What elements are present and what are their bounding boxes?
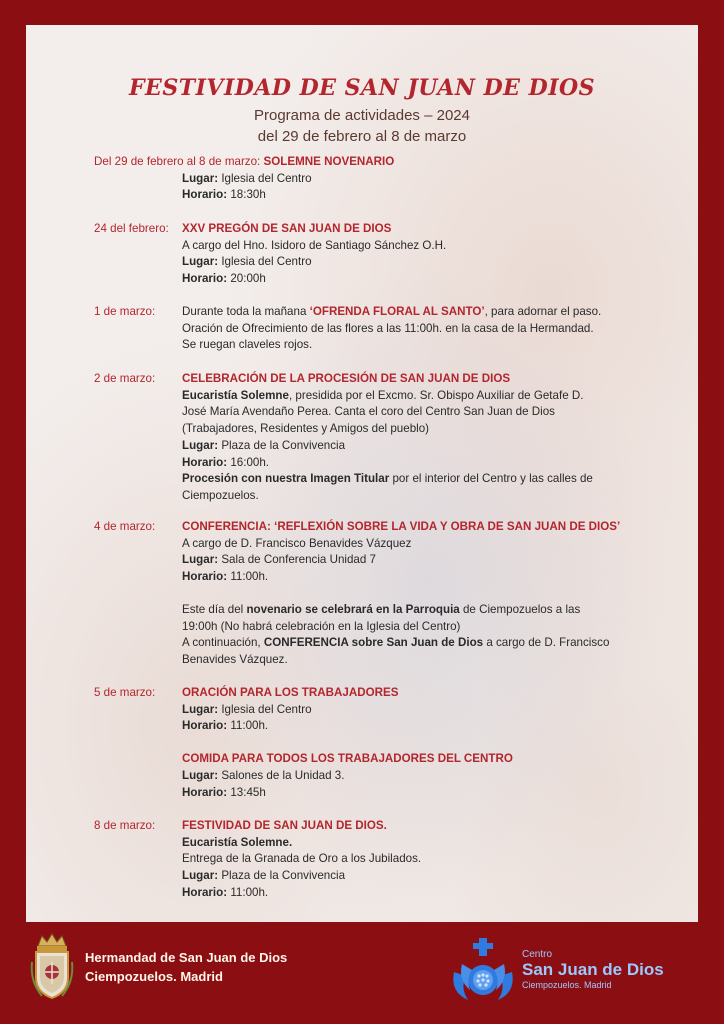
hermandad-location: Ciempozuelos. Madrid <box>85 969 223 984</box>
horario-label: Horario: <box>182 719 228 733</box>
lugar-value: Iglesia del Centro <box>221 171 312 185</box>
horario-label: Horario: <box>182 785 228 799</box>
footer-centro-logo <box>448 936 664 1004</box>
event-pregon <box>94 221 624 288</box>
lugar-value: Iglesia del Centro <box>221 702 312 716</box>
horario-value: 16:00h. <box>230 455 270 469</box>
event-title: FESTIVIDAD DE SAN JUAN DE DIOS. <box>182 819 387 832</box>
hermandad-name: Hermandad de San Juan de Dios <box>85 950 288 965</box>
event-novenario <box>94 154 624 204</box>
event-line: Ciempozuelos. <box>182 488 259 502</box>
lugar-label: Lugar: <box>182 553 219 567</box>
lugar-value: Iglesia del Centro <box>221 255 312 269</box>
event-line: (Trabajadores, Residentes y Amigos del pueblo) <box>182 422 430 436</box>
horario-value: 11:00h. <box>230 719 269 733</box>
event-line: Oración de Ofrecimiento de las flores a las 11:00h. en la casa de la Hermandad. <box>182 321 594 335</box>
page-subtitle: Programa de actividades – 2024 <box>254 107 470 124</box>
event-date: 24 del febrero: <box>94 222 169 235</box>
event-date: 2 de marzo: <box>94 372 156 385</box>
event-line: 19:00h (No habrá celebración en la Iglesia del Centro) <box>182 619 461 633</box>
lugar-value: Plaza de la Convivencia <box>221 869 346 883</box>
lugar-label: Lugar: <box>182 255 219 269</box>
lugar-label: Lugar: <box>182 438 219 452</box>
page-date-range: del 29 de febrero al 8 de marzo <box>257 128 467 145</box>
event-line: A cargo de D. Francisco Benavides Vázquez <box>182 536 412 550</box>
centro-logo-icon <box>448 936 518 1004</box>
footer-hermandad <box>28 932 287 1002</box>
page-title: FESTIVIDAD DE SAN JUAN DE DIOS <box>128 75 596 101</box>
event-line: Entrega de la Granada de Oro a los Jubilados. <box>182 852 422 866</box>
event-festividad <box>94 818 624 902</box>
horario-value: 13:45h <box>230 785 266 799</box>
horario-value: 20:00h <box>230 272 266 286</box>
centro-location: Ciempozuelos. Madrid <box>522 980 612 990</box>
event-line: José María Avendaño Perea. Canta el coro del Centro San Juan de Dios <box>182 405 555 419</box>
event-date: 1 de marzo: <box>94 305 156 318</box>
event-title-2: COMIDA PARA TODOS LOS TRABAJADORES DEL CENTRO <box>182 752 513 766</box>
horario-value: 11:00h. <box>230 885 269 899</box>
centro-label: Centro <box>522 949 553 960</box>
event-title: ORACIÓN PARA LOS TRABAJADORES <box>182 686 399 699</box>
event-line: Se ruegan claveles rojos. <box>182 338 313 352</box>
horario-label: Horario: <box>182 885 228 899</box>
eucaristia-label: Eucaristía Solemne. <box>182 835 293 849</box>
event-ofrenda: 1 de marzo: Durante toda la mañana ‘OFRENDA FLORAL AL SANTO’, para adornar el paso. Oración de Ofrecimiento de las flores a las 11:00h. en la casa de la Hermandad. Se ruegan claveles rojos. <box>94 304 624 354</box>
event-title: XXV PREGÓN DE SAN JUAN DE DIOS <box>182 222 392 235</box>
event-title: ‘OFRENDA FLORAL AL SANTO’ <box>309 305 485 318</box>
lugar-label: Lugar: <box>182 869 219 883</box>
horario-label: Horario: <box>182 570 228 584</box>
event-title: SOLEMNE NOVENARIO <box>263 155 395 168</box>
event-line: A cargo del Hno. Isidoro de Santiago Sánchez O.H. <box>182 238 447 252</box>
event-line: Benavides Vázquez. <box>182 652 288 666</box>
event-date: 4 de marzo: <box>94 520 156 533</box>
event-conferencia: 4 de marzo: CONFERENCIA: ‘REFLEXIÓN SOBRE LA VIDA Y OBRA DE SAN JUAN DE DIOS’ A cargo de D. Francisco Benavides Vázquez Lugar: Sala de Conferencia Unidad 7 Horario: 11:00h. Este día del novenario se celebrará en la Parroquia de Ciempozuelos a las 19:00h (No habrá celebración en la Iglesia del Centro) A continuación, CONFERENCIA sobre San Juan de Dios a cargo de D. Francisco Benavides Vázquez. <box>94 519 624 669</box>
event-title: CELEBRACIÓN DE LA PROCESIÓN DE SAN JUAN DE DIOS <box>182 372 511 385</box>
lugar-label: Lugar: <box>182 768 219 782</box>
horario-label: Horario: <box>182 188 228 202</box>
event-date: 5 de marzo: <box>94 686 156 699</box>
horario-value: 18:30h <box>230 188 266 202</box>
hermandad-crest-icon <box>28 932 76 1002</box>
lugar-value: Sala de Conferencia Unidad 7 <box>221 553 376 567</box>
procesion-label: Procesión con nuestra Imagen Titular <box>182 472 390 486</box>
lugar-label: Lugar: <box>182 702 219 716</box>
event-date: 8 de marzo: <box>94 819 156 832</box>
horario-label: Horario: <box>182 455 228 469</box>
horario-label: Horario: <box>182 272 228 286</box>
horario-value: 11:00h. <box>230 570 269 584</box>
event-date: Del 29 de febrero al 8 de marzo: <box>94 155 261 168</box>
event-trabajadores <box>94 685 624 801</box>
event-title: CONFERENCIA: ‘REFLEXIÓN SOBRE LA VIDA Y OBRA DE SAN JUAN DE DIOS’ <box>182 520 621 533</box>
event-procesion: 2 de marzo: CELEBRACIÓN DE LA PROCESIÓN DE SAN JUAN DE DIOS Eucaristía Solemne, presidida por el Excmo. Sr. Obispo Auxiliar de Getafe D. José María Avendaño Perea. Canta el coro del Centro San Juan de Dios (Trabajadores, Residentes y Amigos del pueblo) Lugar: Plaza de la Convivencia Horario: 16:00h. Procesión con nuestra Imagen Titular por el interior del Centro y las calles de Ciempozuelos. <box>94 371 624 505</box>
centro-name: San Juan de Dios <box>522 960 664 979</box>
lugar-value: Plaza de la Convivencia <box>221 438 346 452</box>
eucaristia-label: Eucaristía Solemne <box>182 388 289 402</box>
lugar-value: Salones de la Unidad 3. <box>221 768 345 782</box>
lugar-label: Lugar: <box>182 171 219 185</box>
